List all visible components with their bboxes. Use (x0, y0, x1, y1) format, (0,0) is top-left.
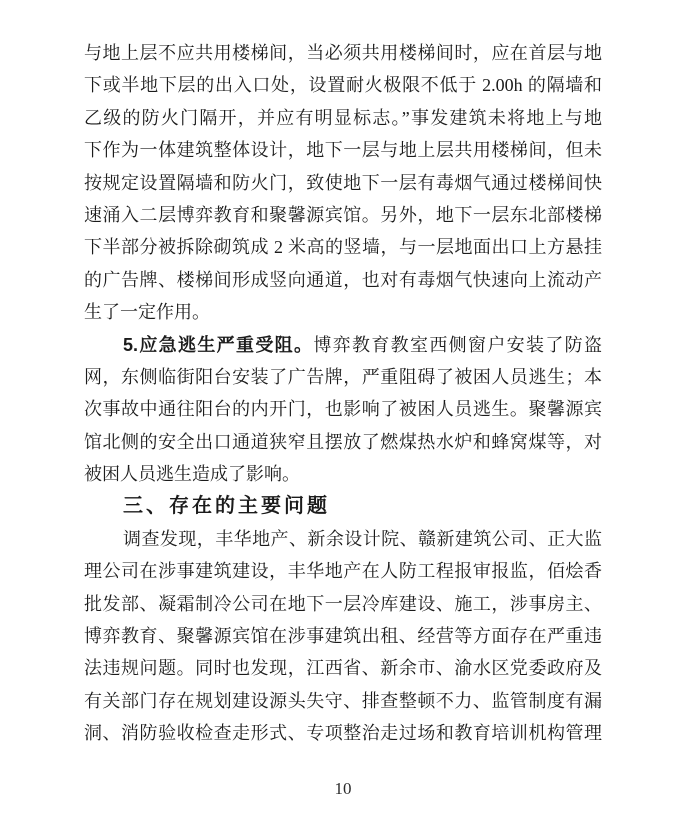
page-number: 10 (334, 779, 352, 798)
text-segment: 博弈教育、聚馨源宾馆在涉事建筑出租、经营等方面存在严重违 (84, 626, 602, 647)
text-segment: 网，东侧临街阳台安装了广告牌，严重阻碍了被困人员逃生；本 (84, 366, 602, 387)
text-line (84, 296, 602, 328)
text-line (84, 134, 602, 166)
text-segment: 次事故中通往阳台的内开门，也影响了被困人员逃生。聚馨源宾 (84, 399, 602, 420)
text-segment: 法违规问题。同时也发现，江西省、新余市、渝水区党委政府及 (84, 658, 602, 679)
text-segment: 有关部门存在规划建设源头失守、排查整顿不力、监管制度有漏 (84, 690, 602, 711)
text-line (84, 685, 602, 717)
text-segment: 乙级的防火门隔开，并应有明显标志。”事发建筑未将地上与地 (84, 107, 602, 128)
text-line (84, 458, 602, 490)
text-line (84, 588, 602, 620)
text-segment: 按规定设置隔墙和防火门，致使地下一层有毒烟气通过楼梯间快 (84, 172, 602, 193)
text-segment: 速涌入二层博弈教育和聚馨源宾馆。另外，地下一层东北部楼梯 (84, 204, 602, 225)
text-line (84, 523, 602, 555)
text-line (84, 555, 602, 587)
text-line (84, 652, 602, 684)
text-segment: 洞、消防验收检查走形式、专项整治走过场和教育培训机构管理 (84, 723, 602, 744)
text-line (84, 426, 602, 458)
text-segment: 馆北侧的安全出口通道狭窄且摆放了燃煤热水炉和蜂窝煤等，对 (84, 431, 602, 452)
text-segment: 被困人员逃生造成了影响。 (84, 464, 300, 485)
text-segment: 下作为一体建筑整体设计，地下一层与地上层共用楼梯间，但未 (84, 140, 602, 161)
text-segment: 博弈教育教室西侧窗户安装了防盗 (313, 334, 602, 355)
text-segment: 与地上层不应共用楼梯间，当必须共用楼梯间时，应在首层与地 (84, 43, 602, 63)
text-line (84, 167, 602, 199)
text-segment: 下或半地下层的出入口处，设置耐火极限不低于 2.00h 的隔墙和 (84, 75, 602, 96)
text-line (84, 620, 602, 652)
text-segment: 理公司在涉事建筑建设，丰华地产在人防工程报审报监，佰烩香 (84, 561, 602, 582)
text-segment: 的广告牌、楼梯间形成竖向通道，也对有毒烟气快速向上流动产 (84, 269, 602, 290)
text-segment: 批发部、凝霜制冷公司在地下一层冷库建设、施工，涉事房主、 (84, 593, 602, 614)
text-line (84, 199, 602, 231)
document-text-block (84, 37, 602, 750)
text-line (84, 231, 602, 263)
text-segment: 下半部分被拆除砌筑成 2 米高的竖墙，与一层地面出口上方悬挂 (84, 237, 602, 258)
text-line (84, 37, 602, 69)
text-segment: 调查发现，丰华地产、新余设计院、赣新建筑公司、正大监 (123, 528, 602, 549)
text-segment: 生了一定作用。 (84, 302, 210, 323)
section-heading (84, 490, 602, 522)
text-line (84, 393, 602, 425)
text-line (84, 361, 602, 393)
text-line (84, 102, 602, 134)
text-line (84, 717, 602, 749)
text-line (84, 264, 602, 296)
bold-text-segment: 三、存在的主要问题 (123, 495, 330, 518)
text-line (84, 69, 602, 101)
text-line (84, 329, 602, 361)
bold-text-segment: 5.应急逃生严重受阻。 (123, 334, 314, 355)
